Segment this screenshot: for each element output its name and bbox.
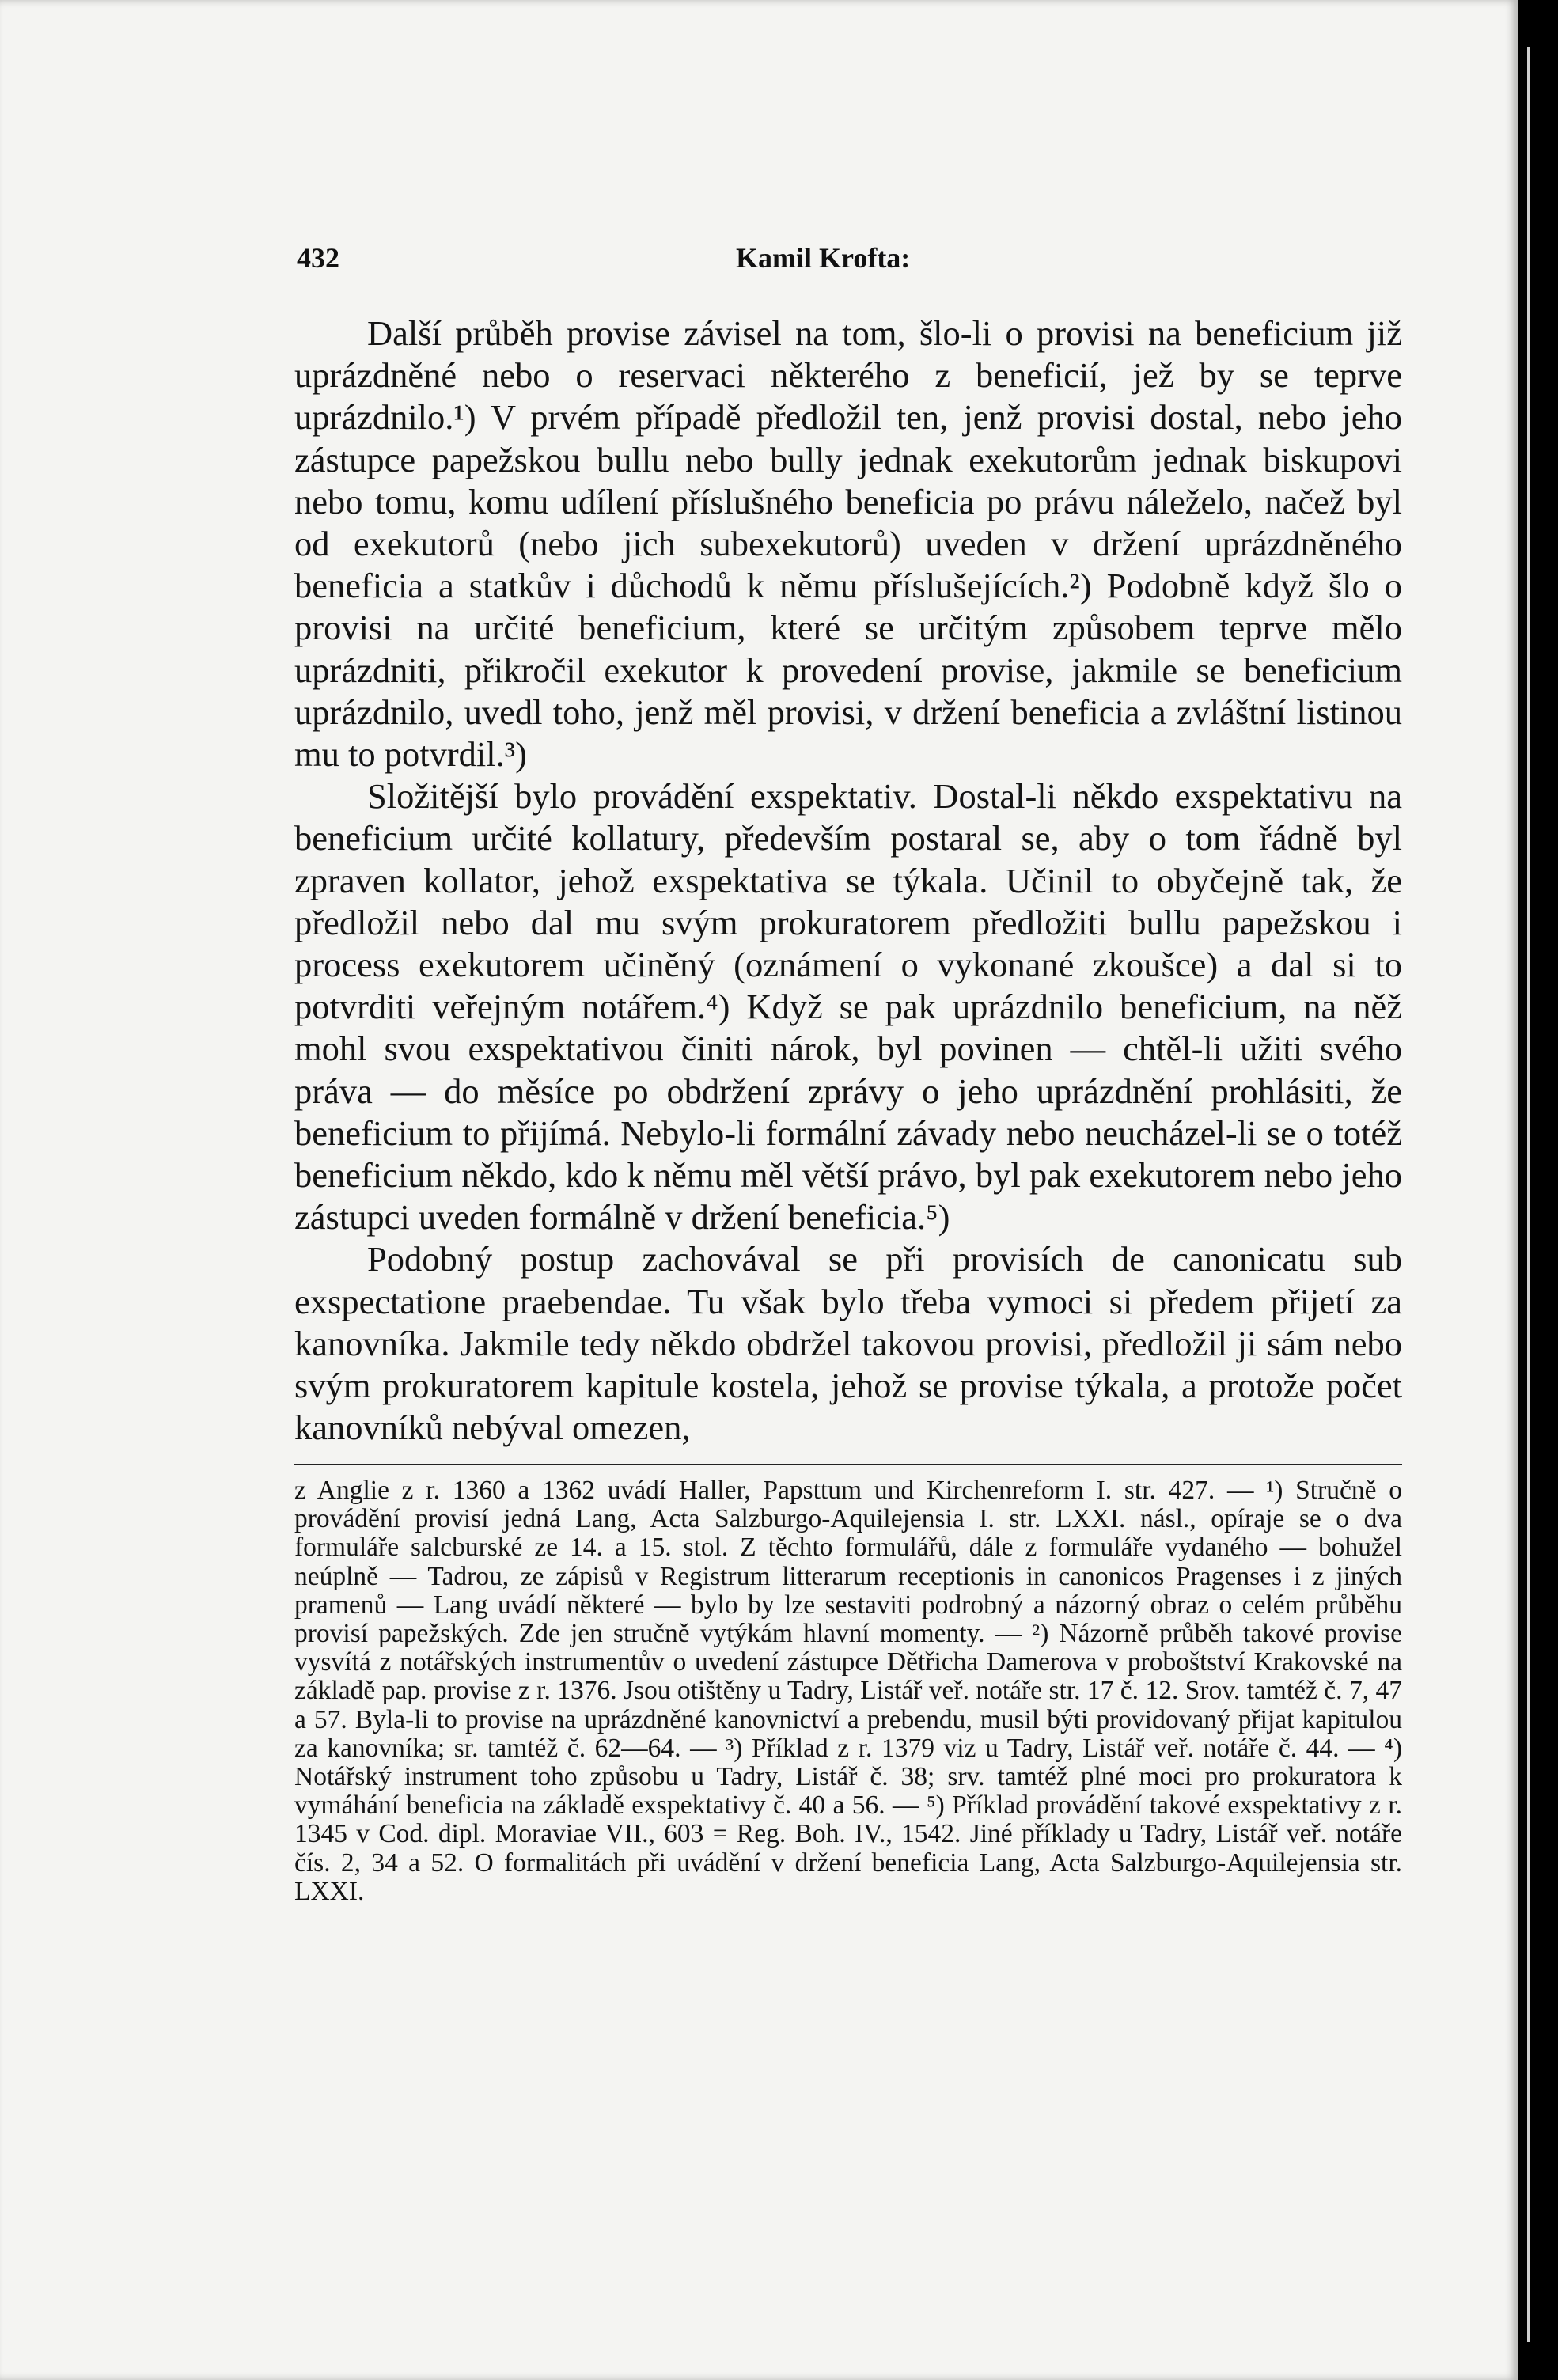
paragraph-2: Složitější bylo provádění exspektativ. Dostal-li někdo exspektativu na beneficium určité kollatury, především postaral se, aby o tom řádně byl zpraven kollator, jehož exspektativa se týkala. Učinil to obyčejně tak, že předložil nebo dal mu svým prokuratorem předložiti bullu papežskou i process exekutorem učiněný (oznámení o vykonané zkoušce) a dal si to potvrditi veřejným notářem.⁴) Když se pak uprázdnilo beneficium, na něž mohl svou exspektativou činiti nárok, byl povinen — chtěl-li užiti svého práva — do měsíce po obdržení zprávy o jeho uprázdnění prohlásiti, že beneficium to přijímá. Nebylo-li formální závady nebo neucházel-li se o totéž beneficium někdo, kdo k němu měl větší právo, byl pak exekutorem nebo jeho zástupci uveden formálně v držení beneficia.⁵) (294, 776, 1402, 1237)
paragraph-3: Podobný postup zachovával se při provisích de canonicatu sub exspectatione praebendae. Tu však bylo třeba vymoci si předem přijetí za kanovníka. Jakmile tedy někdo obdržel takovou provisi, předložil ji sám nebo svým prokuratorem kapitule kostela, jehož se provise týkala, a protože počet kanovníků nebýval omezen, (294, 1239, 1402, 1448)
paragraph-1: Další průběh provise závisel na tom, šlo-li o provisi na beneficium již uprázdněné nebo o reservaci některého z beneficií, jež by se teprve uprázdnilo.¹) V prvém případě předložil ten, jenž provisi dostal, nebo jeho zástupce papežskou bullu nebo bully jednak exekutorům jednak biskupovi nebo tomu, komu udílení příslušného beneficia po právu náleželo, načež byl od exekutorů (nebo jich subexekutorů) uveden v držení uprázdněného beneficia a statkův i důchodů k němu příslušejících.²) Podobně když šlo o provisi na určité beneficium, které se určitým způsobem teprve mělo uprázdniti, přikročil exekutor k provedení provise, jakmile se beneficium uprázdnilo, uvedl toho, jenž měl provisi, v držení beneficia a zvláštní listinou mu to potvrdil.³) (294, 313, 1402, 775)
body-text (294, 313, 1402, 1449)
scan-edge-line (1527, 47, 1530, 2342)
running-title: Kamil Krofta: (736, 242, 911, 274)
footnotes-text: z Anglie z r. 1360 a 1362 uvádí Haller, Papsttum und Kirchenreform I. str. 427. — ¹) Stručně o provádění provisí jedná Lang, Acta Salzburgo-Aquilejensia I. str. LXXI. násl., opíraje se o dva formuláře salcburské ze 14. a 15. stol. Z těchto formulářů, dále z formuláře vydaného — bohužel neúplně — Tadrou, ze zápisů v Registrum litterarum receptionis in canonicos Pragenses i z jiných pramenů — Lang uvádí některé — bylo by lze sestaviti podrobný a názorný obraz o celém průběhu provisí papežských. Zde jen stručně vytýkám hlavní momenty. — ²) Názorně průběh takové provise vysvítá z notářských instrumentův o uvedení zástupce Dětřicha Damerova v proboštství Krakovské na základě pap. provise z r. 1376. Jsou otištěny u Tadry, Listář veř. notáře str. 17 č. 12. Srov. tamtéž č. 7, 47 a 57. Byla-li to provise na uprázdněné kanovnictví a prebendu, musil býti providovaný přijat kapitulou za kanovníka; sr. tamtéž č. 62—64. — ³) Příklad z r. 1379 viz u Tadry, Listář veř. notáře č. 44. — ⁴) Notářský instrument toho způsobu u Tadry, Listář č. 38; srv. tamtéž plné moci pro prokuratora k vymáhání beneficia na základě exspektativy č. 40 a 56. — ⁵) Příklad provádění takové exspektativy z r. 1345 v Cod. dipl. Moraviae VII., 603 = Reg. Boh. IV., 1542. Jiné příklady u Tadry, Listář veř. notáře čís. 2, 34 a 52. O formalitách při uvádění v držení beneficia Lang, Acta Salzburgo-Aquilejensia str. LXXI. (294, 1476, 1402, 1906)
footnotes (294, 1464, 1402, 1906)
scan-border (1518, 0, 1558, 2380)
page-number: 432 (297, 242, 339, 274)
